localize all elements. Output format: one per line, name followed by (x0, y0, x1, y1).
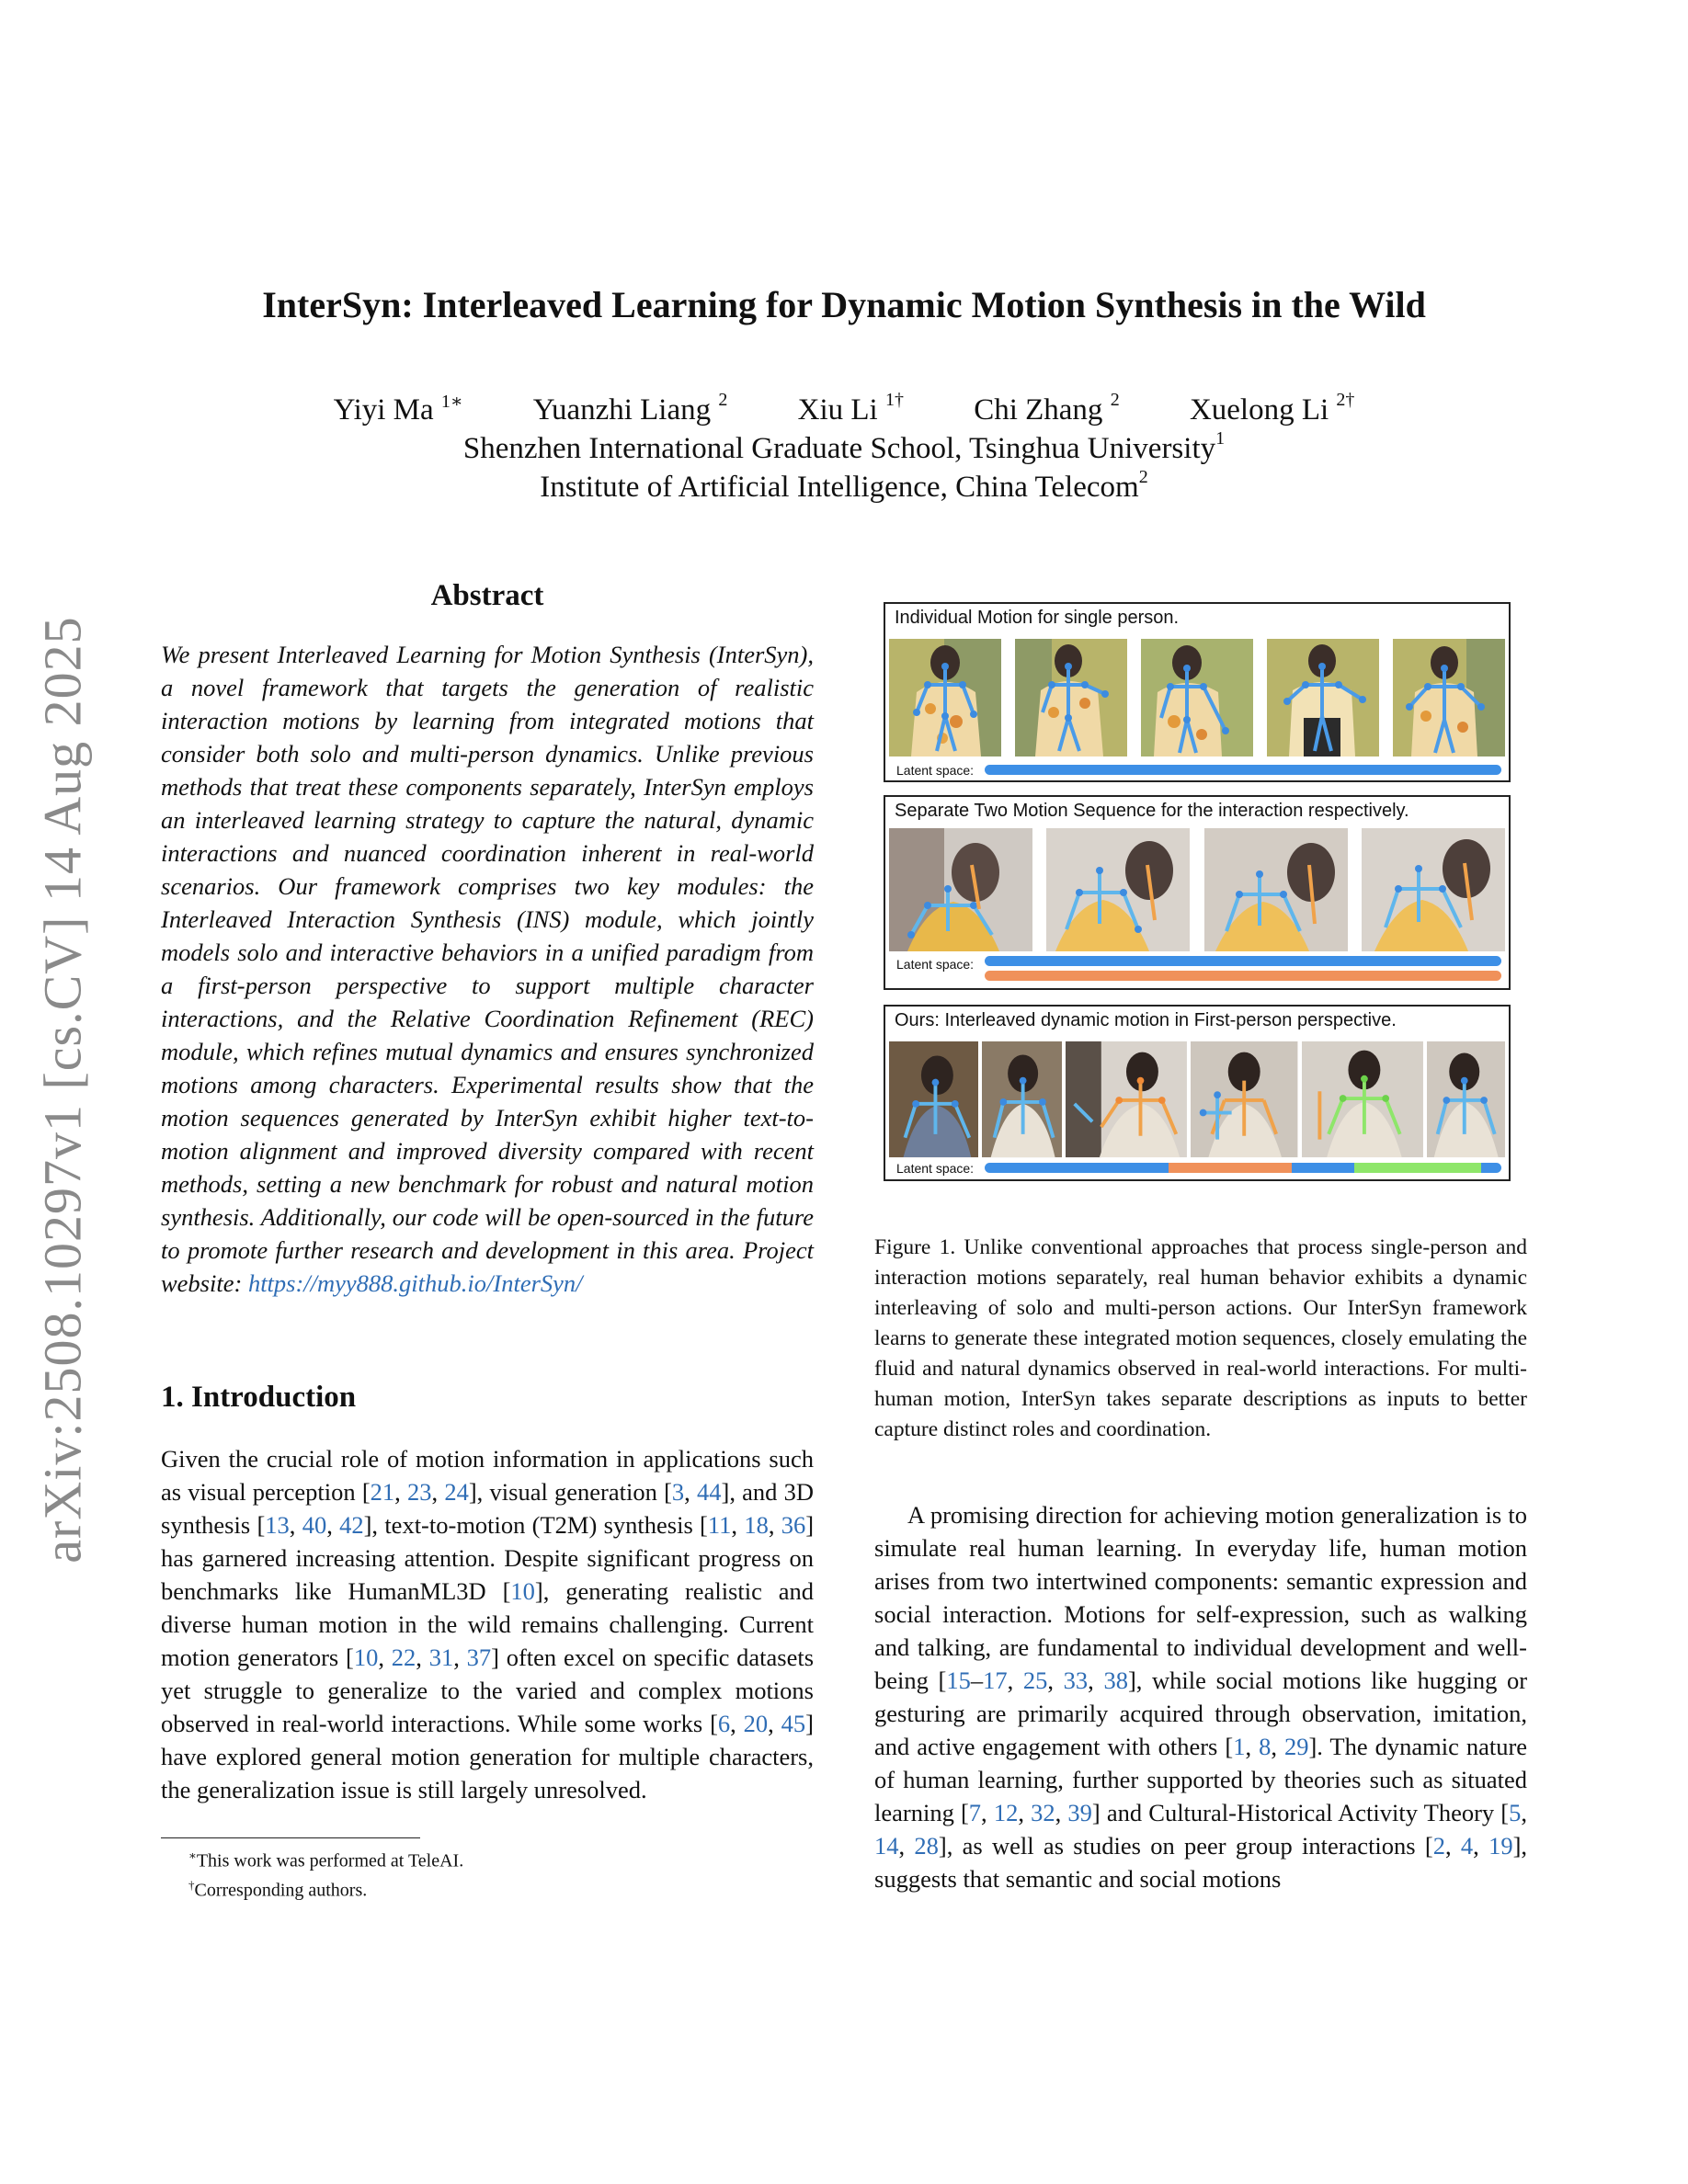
citation-link[interactable]: 7 (968, 1799, 982, 1826)
citation-link[interactable]: 45 (781, 1710, 806, 1737)
affiliation: Shenzhen International Graduate School, Tsinghua University$^1$ (462, 428, 1226, 465)
footnote: ∗This work was performed at TeleAI. (188, 1848, 464, 1871)
video-frame (1302, 1040, 1423, 1159)
citation-link[interactable]: 5 (1509, 1799, 1522, 1826)
video-frame (1393, 639, 1505, 756)
section-heading-introduction: 1. Introduction (161, 1381, 357, 1414)
citation-link[interactable]: 14 (874, 1832, 899, 1860)
citation-link[interactable]: 3 (671, 1478, 685, 1506)
latent-bar (985, 765, 1501, 775)
footnote: †Corresponding authors. (188, 1877, 368, 1901)
citation-link[interactable]: 36 (781, 1511, 806, 1539)
latent-space-label: Latent space: (896, 763, 975, 778)
left-column (161, 579, 814, 1902)
citation-link[interactable]: 8 (1259, 1733, 1272, 1760)
citation-link[interactable]: 32 (1031, 1799, 1055, 1826)
citation-link[interactable]: 2 (1432, 1832, 1445, 1860)
latent-space-label: Latent space: (896, 1161, 975, 1176)
latent-bar (1169, 1163, 1294, 1173)
video-frame (982, 1040, 1062, 1159)
author: Xiu Li $^{1\dagger}$ (797, 390, 904, 427)
latent-bar (1292, 1163, 1356, 1173)
citation-link[interactable]: 10 (353, 1644, 379, 1671)
author-list (0, 390, 1688, 427)
video-frame (1427, 1040, 1505, 1159)
citation-link[interactable]: 18 (744, 1511, 769, 1539)
video-frame (1362, 828, 1505, 951)
panel-label: Ours: Interleaved dynamic motion in First-person perspective. (895, 1010, 1397, 1030)
paper-title: InterSyn: Interleaved Learning for Dynamic Motion Synthesis in the Wild (262, 284, 1426, 325)
latent-bar (985, 956, 1501, 966)
citation-link[interactable]: 42 (339, 1511, 364, 1539)
abstract-heading: Abstract (430, 579, 544, 612)
citation-link[interactable]: 12 (993, 1799, 1019, 1826)
right-column (874, 602, 1527, 1895)
citation-link[interactable]: 20 (743, 1710, 769, 1737)
citation-link[interactable]: 11 (707, 1511, 732, 1539)
arxiv-identifier: arXiv:2508.10297v1 [cs.CV] 14 Aug 2025 (32, 615, 93, 1564)
video-frame (889, 639, 1001, 756)
citation-link[interactable]: 25 (1022, 1666, 1048, 1694)
citation-link[interactable]: 6 (717, 1710, 731, 1737)
video-frame (1204, 828, 1348, 951)
citation-link[interactable]: 23 (407, 1478, 432, 1506)
citation-link[interactable]: 10 (510, 1577, 535, 1605)
video-frame (889, 1040, 978, 1159)
affiliation: Institute of Artificial Intelligence, China Telecom$^2$ (540, 467, 1148, 504)
citation-link[interactable]: 15 (946, 1666, 971, 1694)
video-frame (1141, 639, 1253, 756)
author: Chi Zhang $^2$ (974, 390, 1120, 427)
citation-link[interactable]: 17 (983, 1666, 1008, 1694)
citation-link[interactable]: 22 (391, 1644, 416, 1671)
citation-link[interactable]: 4 (1460, 1832, 1474, 1860)
figure-caption: Figure 1. Unlike conventional approaches that process single-person and interaction motions separately, real human behavior exhibits a dynamic interleaving of solo and multi-person actions. Our InterSyn framework learns to generate these integrated motion sequences, closely emulating the fluid and natural dynamics observed in real-world interactions. For multi-human motion, InterSyn takes separate descriptions as inputs to better capture distinct roles and coordination. (874, 1235, 1527, 1441)
figure-panel-individual (884, 602, 1511, 782)
video-frame (1015, 639, 1127, 756)
panel-label: Separate Two Motion Sequence for the interaction respectively. (895, 801, 1409, 821)
video-frame (1267, 639, 1379, 756)
citation-link[interactable]: 31 (428, 1644, 454, 1671)
author: Yuanzhi Liang $^2$ (532, 390, 728, 427)
author: Yiyi Ma $^{1∗}$ (333, 392, 463, 427)
body-paragraph: A promising direction for achieving motion generalization is to simulate real human learning. In everyday life, human motion arises from two intertwined components: semantic expression and social interaction. Motions for self-expression, such as walking and talking, are fundamental to individual development and well-being [15–17, 25, 33, 38], while social motions like hugging or gesturing are primarily acquired through observation, imitation, and active engagement with others [1, 8, 29]. The dynamic nature of human learning, further supported by theories such as situated learning [7, 12, 32, 39] and Cultural-Historical Activity Theory [5, 14, 28], as well as studies on peer group interactions [2, 4, 19], suggests that semantic and social motions (874, 1501, 1528, 1893)
introduction-paragraph: Given the crucial role of motion information in applications such as visual perception [21, 23, 24], visual generation [3, 44], and 3D synthesis [13, 40, 42], text-to-motion (T2M) synthesis [11, 18, 36] has garnered increasing attention. Despite significant progress on benchmarks like HumanML3D [10], generating realistic and diverse human motion in the wild remains challenging. Current motion generators [10, 22, 31, 37] often excel on specific datasets yet struggle to generalize to the varied and complex motions observed in real-world interactions. While some works [6, 20, 45] have explored general motion generation for multiple characters, the generalization issue is still largely unresolved. (161, 1445, 815, 1803)
latent-bar (985, 1163, 1170, 1173)
citation-link[interactable]: 13 (265, 1511, 290, 1539)
citation-link[interactable]: 21 (370, 1478, 395, 1506)
citation-link[interactable]: 40 (302, 1511, 327, 1539)
figure-panel-interleaved (884, 1005, 1511, 1181)
citation-link[interactable]: 37 (466, 1644, 492, 1671)
video-frame (1191, 1040, 1297, 1159)
citation-link[interactable]: 1 (1233, 1733, 1246, 1760)
video-frame (1046, 828, 1190, 951)
citation-link[interactable]: 38 (1103, 1666, 1128, 1694)
latent-bar (985, 971, 1501, 981)
citation-link[interactable]: 29 (1283, 1733, 1309, 1760)
figure-1 (874, 602, 1515, 1181)
citation-link[interactable]: 24 (444, 1478, 469, 1506)
project-website-link[interactable]: https://myy888.github.io/InterSyn/ (247, 1269, 583, 1297)
latent-bar (1481, 1163, 1501, 1173)
author: Xuelong Li $^{2\dagger}$ (1189, 390, 1355, 427)
video-frame (889, 828, 1032, 951)
citation-link[interactable]: 33 (1063, 1666, 1089, 1694)
panel-label: Individual Motion for single person. (895, 608, 1180, 628)
latent-bar (1354, 1163, 1483, 1173)
citation-link[interactable]: 39 (1067, 1799, 1092, 1826)
citation-link[interactable]: 19 (1488, 1832, 1513, 1860)
latent-space-label: Latent space: (896, 957, 975, 972)
video-frame (1066, 1040, 1187, 1159)
citation-link[interactable]: 28 (914, 1832, 939, 1860)
figure-panel-separate (884, 795, 1511, 990)
citation-link[interactable]: 44 (697, 1478, 722, 1506)
abstract-text: We present Interleaved Learning for Motion Synthesis (InterSyn), a novel framework that targets the generation of realistic interaction motions by learning from integrated motions that consider both solo and multi-person dynamics. Unlike previous methods that treat these components separately, InterSyn employs an interleaved learning strategy to capture the natural, dynamic interactions and nuanced coordination inherent in real-world scenarios. Our framework comprises two key modules: the Interleaved Interaction Synthesis (INS) module, which jointly models solo and interactive behaviors in a unified paradigm from a first-person perspective to support multiple character interactions, and the Relative Coordination Refinement (REC) module, which refines mutual dynamics and ensures synchronized motions among characters. Experimental results show that the motion sequences generated by InterSyn exhibit higher text-to-motion alignment and improved diversity compared with recent methods, setting a new benchmark for robust and natural motion synthesis. Additionally, our code will be open-sourced in the future to promote further research and development in this area. Project website: https://myy888.github.io/InterSyn/ (161, 641, 814, 1297)
footnote-rule (161, 1837, 420, 1838)
